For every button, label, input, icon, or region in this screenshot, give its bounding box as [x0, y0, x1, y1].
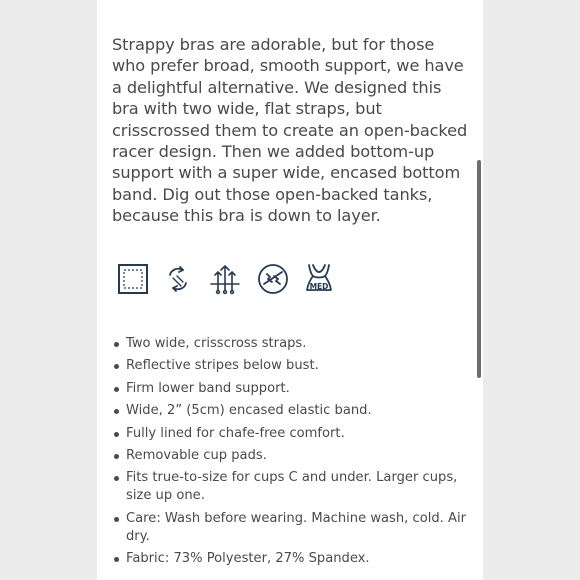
feature-list: [126, 335, 478, 573]
medium-support-label: MED: [309, 282, 329, 291]
breathable-icon: [208, 262, 242, 296]
product-description-panel: [97, 0, 483, 580]
list-item: Wide, 2” (5cm) encased elastic band.: [126, 402, 478, 420]
list-item: Removable cup pads.: [126, 447, 478, 465]
product-description: Strappy bras are adorable, but for those who prefer broad, smooth support, we have a delightful alternative. We designed this bra with two wide, flat straps, but crisscrossed them to create an open-backed racer design. Then we added bottom-up support with a super wide, encased bottom band. Dig out those open-backed tanks, because this bra is down to layer.: [112, 35, 468, 226]
medium-support-icon: [302, 262, 336, 296]
list-item: Fabric: 73% Polyester, 27% Spandex.: [126, 550, 478, 568]
list-item: Fully lined for chafe-free comfort.: [126, 425, 478, 443]
moisture-wicking-icon: [161, 262, 195, 296]
reflective-icon: [256, 262, 290, 296]
list-item: Fits true-to-size for cups C and under. Larger cups, size up one.: [126, 469, 478, 505]
list-item: Care: Wash before wearing. Machine wash, cold. Air dry.: [126, 510, 478, 546]
feature-icons-row: [116, 262, 346, 298]
list-item: Firm lower band support.: [126, 380, 478, 398]
scrollbar-thumb[interactable]: [477, 160, 481, 378]
list-item: Two wide, crisscross straps.: [126, 335, 478, 353]
list-item: Reflective stripes below bust.: [126, 357, 478, 375]
fully-lined-icon: [116, 262, 150, 296]
